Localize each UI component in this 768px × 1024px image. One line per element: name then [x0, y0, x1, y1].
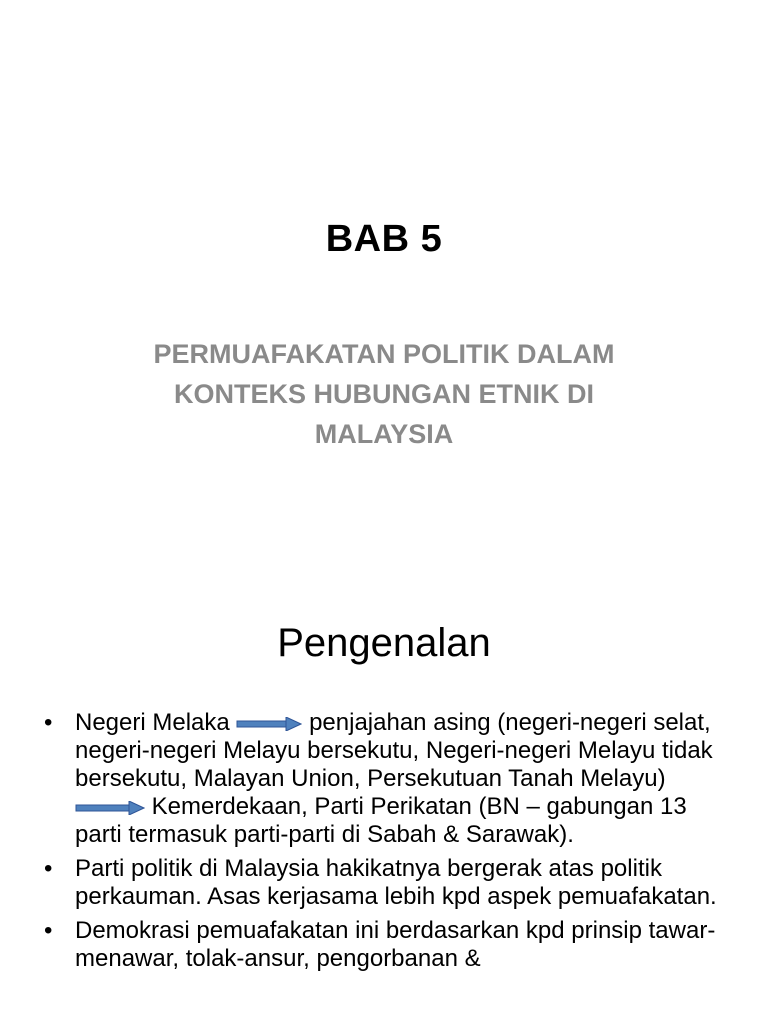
bullet-text: Negeri Melaka — [75, 709, 230, 736]
bullet-item — [0, 917, 768, 973]
slide-heading: Pengenalan — [277, 621, 491, 665]
bullet-dot-icon: • — [44, 917, 53, 944]
bullet-text: Parti politik di Malaysia hakikatnya bergerak atas politik perkauman. Asas kerjasama lebih kpd aspek pemuafakatan. — [75, 855, 717, 910]
bullet-dot-icon: • — [44, 855, 53, 882]
subtitle-line: PERMUAFAKATAN POLITIK DALAM — [153, 339, 615, 369]
bullet-item — [0, 709, 768, 849]
content-slide — [0, 577, 768, 1024]
right-arrow-icon — [236, 717, 302, 731]
bullet-item — [0, 855, 768, 911]
slide-subtitle — [120, 334, 648, 454]
bullet-text: Demokrasi pemuafakatan ini berdasarkan kpd prinsip tawar-menawar, tolak-ansur, pengorbanan & — [75, 917, 716, 972]
subtitle-line: KONTEKS HUBUNGAN ETNIK DI — [173, 379, 594, 409]
bullet-text: Kemerdekaan, Parti Perikatan (BN – gabungan 13 parti termasuk parti-parti di Sabah & Sarawak). — [75, 793, 687, 848]
bullet-dot-icon: • — [44, 709, 53, 736]
right-arrow-icon — [75, 801, 145, 815]
bullet-list — [0, 709, 768, 979]
slide-title: BAB 5 — [325, 218, 443, 260]
bullet-text: penjajahan asing (negeri-negeri selat, negeri-negeri Melayu bersekutu, Negeri-negeri Melayu tidak bersekutu, Malayan Union, Persekutuan Tanah Melayu) — [75, 709, 713, 792]
subtitle-line: MALAYSIA — [314, 419, 454, 449]
